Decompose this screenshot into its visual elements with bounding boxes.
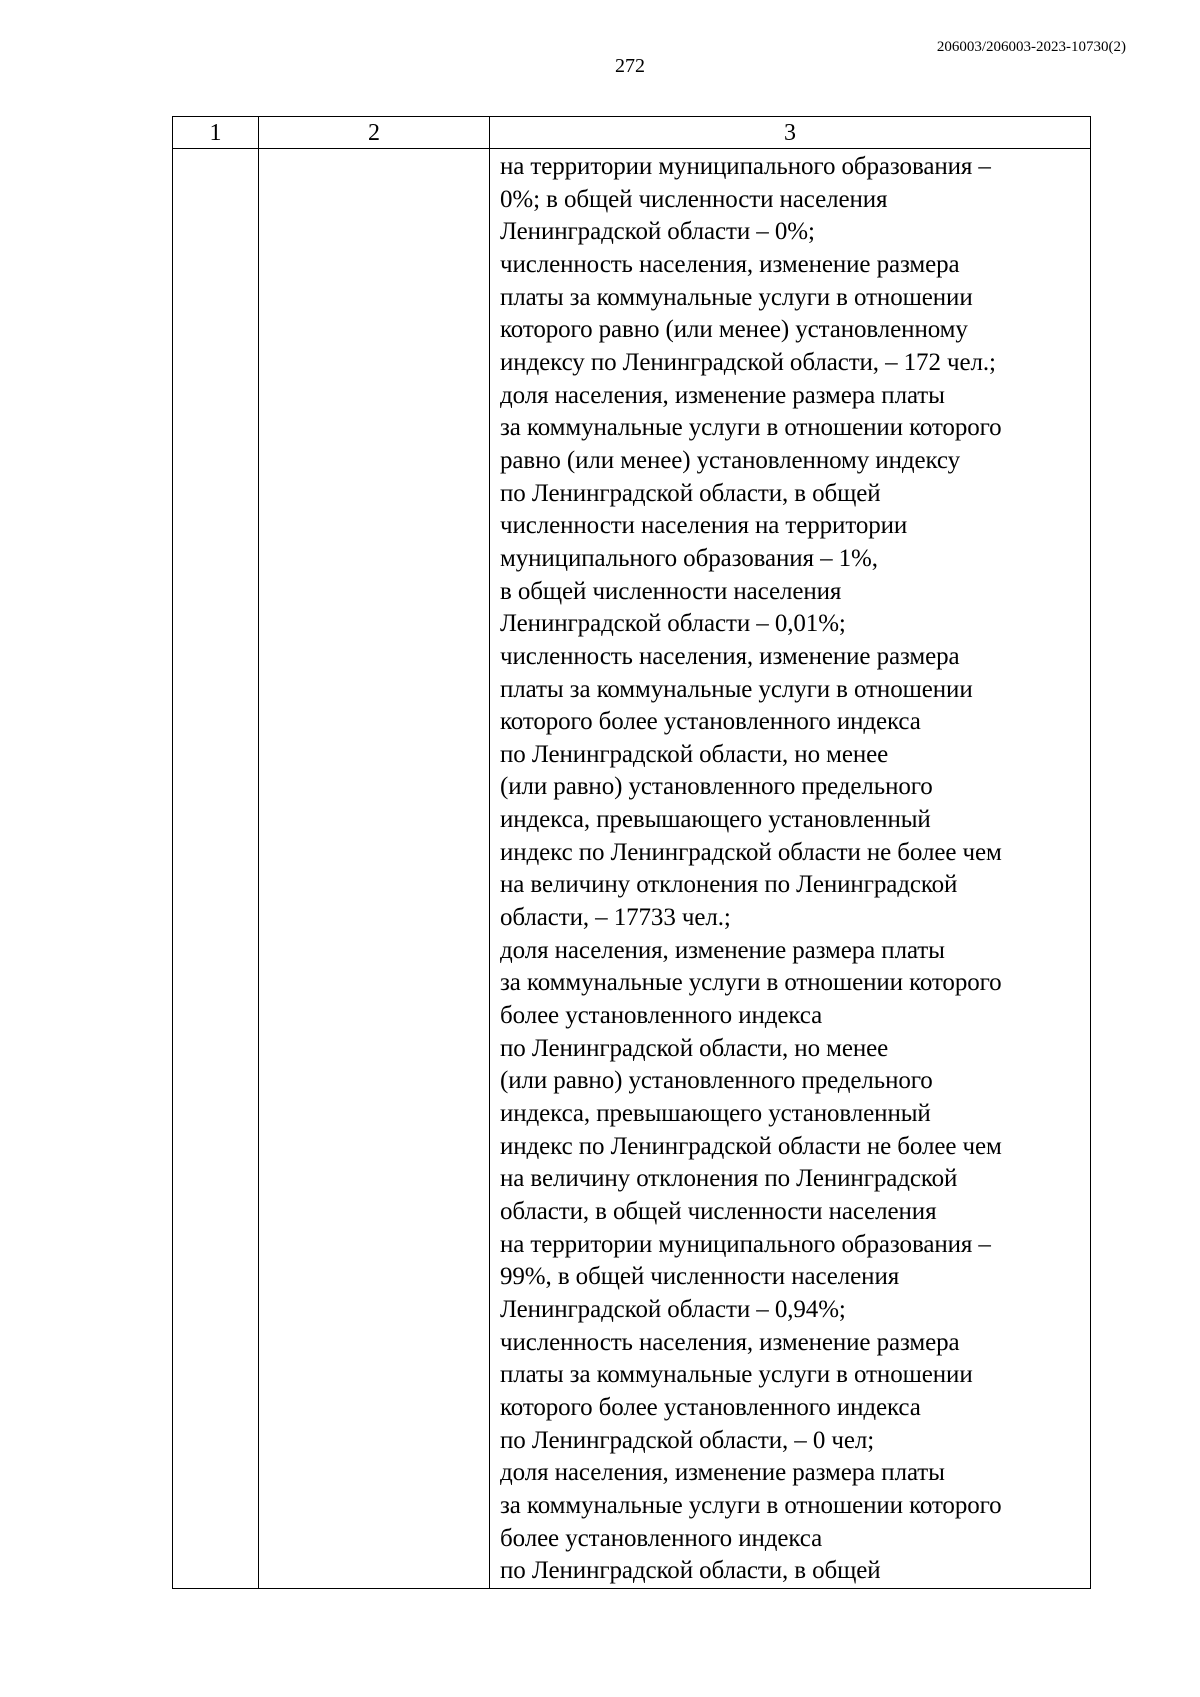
text-line: доля населения, изменение размера платы xyxy=(500,381,945,409)
text-line: по Ленинградской области, но менее xyxy=(500,1034,889,1062)
cell-text-block xyxy=(490,149,1090,1588)
text-line: доля населения, изменение размера платы xyxy=(500,1459,945,1487)
text-line: Ленинградской области – 0,94%; xyxy=(500,1295,846,1323)
text-line: по Ленинградской области, в общей xyxy=(500,479,881,507)
text-line: численности населения на территории xyxy=(500,512,908,540)
text-line: за коммунальные услуги в отношении которого xyxy=(500,1491,1002,1519)
text-line: численность населения, изменение размера xyxy=(500,250,960,278)
column-header-3: 3 xyxy=(490,117,1091,149)
text-line: индекса, превышающего установленный xyxy=(500,1100,931,1128)
text-line: 0%; в общей численности населения xyxy=(500,185,888,213)
text-line: за коммунальные услуги в отношении которого xyxy=(500,414,1002,442)
page-number: 272 xyxy=(615,55,645,77)
text-line: области, в общей численности населения xyxy=(500,1198,937,1225)
table-row xyxy=(173,149,1091,1589)
text-line: муниципального образования – 1%, xyxy=(500,544,878,572)
text-line: более установленного индекса xyxy=(500,1002,823,1030)
text-line: платы за коммунальные услуги в отношении xyxy=(500,283,973,311)
text-line: индекс по Ленинградской области не более чем xyxy=(500,1132,1002,1160)
text-line: в общей численности населения xyxy=(500,577,842,605)
text-line: по Ленинградской области, – 0 чел; xyxy=(500,1426,875,1454)
text-line: (или равно) установленного предельного xyxy=(500,773,933,801)
text-line: которого равно (или менее) установленному xyxy=(500,316,968,344)
text-line: платы за коммунальные услуги в отношении xyxy=(500,1361,973,1389)
text-line: на величину отклонения по Ленинградской xyxy=(500,1165,958,1193)
text-line: более установленного индекса xyxy=(500,1524,823,1552)
text-line: численность населения, изменение размера xyxy=(500,1328,960,1356)
data-table xyxy=(172,116,1091,1589)
text-line: по Ленинградской области, в общей xyxy=(500,1557,881,1585)
text-line: Ленинградской области – 0%; xyxy=(500,218,815,246)
text-line: которого более установленного индекса xyxy=(500,708,921,736)
text-line: которого более установленного индекса xyxy=(500,1393,921,1421)
document-id: 206003/206003-2023-10730(2) xyxy=(936,39,1126,55)
text-line: платы за коммунальные услуги в отношении xyxy=(500,675,973,703)
text-line: индексу по Ленинградской области, – 172 чел.; xyxy=(500,348,996,376)
text-line: индекс по Ленинградской области не более чем xyxy=(500,838,1002,866)
table-header-row xyxy=(173,117,1091,149)
text-line: на величину отклонения по Ленинградской xyxy=(500,871,958,899)
table-cell-col1 xyxy=(173,149,259,1589)
text-line: на территории муниципального образования – xyxy=(500,153,991,180)
text-line: равно (или менее) установленному индексу xyxy=(500,446,960,474)
text-line: на территории муниципального образования – xyxy=(500,1230,991,1258)
text-line: 99%, в общей численности населения xyxy=(500,1263,900,1291)
text-line: по Ленинградской области, но менее xyxy=(500,740,889,768)
text-line: Ленинградской области – 0,01%; xyxy=(500,610,846,638)
table-cell-col3 xyxy=(490,149,1091,1589)
column-header-2: 2 xyxy=(259,117,490,149)
table-cell-col2 xyxy=(259,149,490,1589)
text-line: (или равно) установленного предельного xyxy=(500,1067,933,1095)
text-line: за коммунальные услуги в отношении которого xyxy=(500,969,1002,997)
text-line: области, – 17733 чел.; xyxy=(500,904,731,932)
text-line: доля населения, изменение размера платы xyxy=(500,936,945,964)
column-header-1: 1 xyxy=(173,117,259,149)
text-line: индекса, превышающего установленный xyxy=(500,806,931,834)
text-line: численность населения, изменение размера xyxy=(500,642,960,670)
